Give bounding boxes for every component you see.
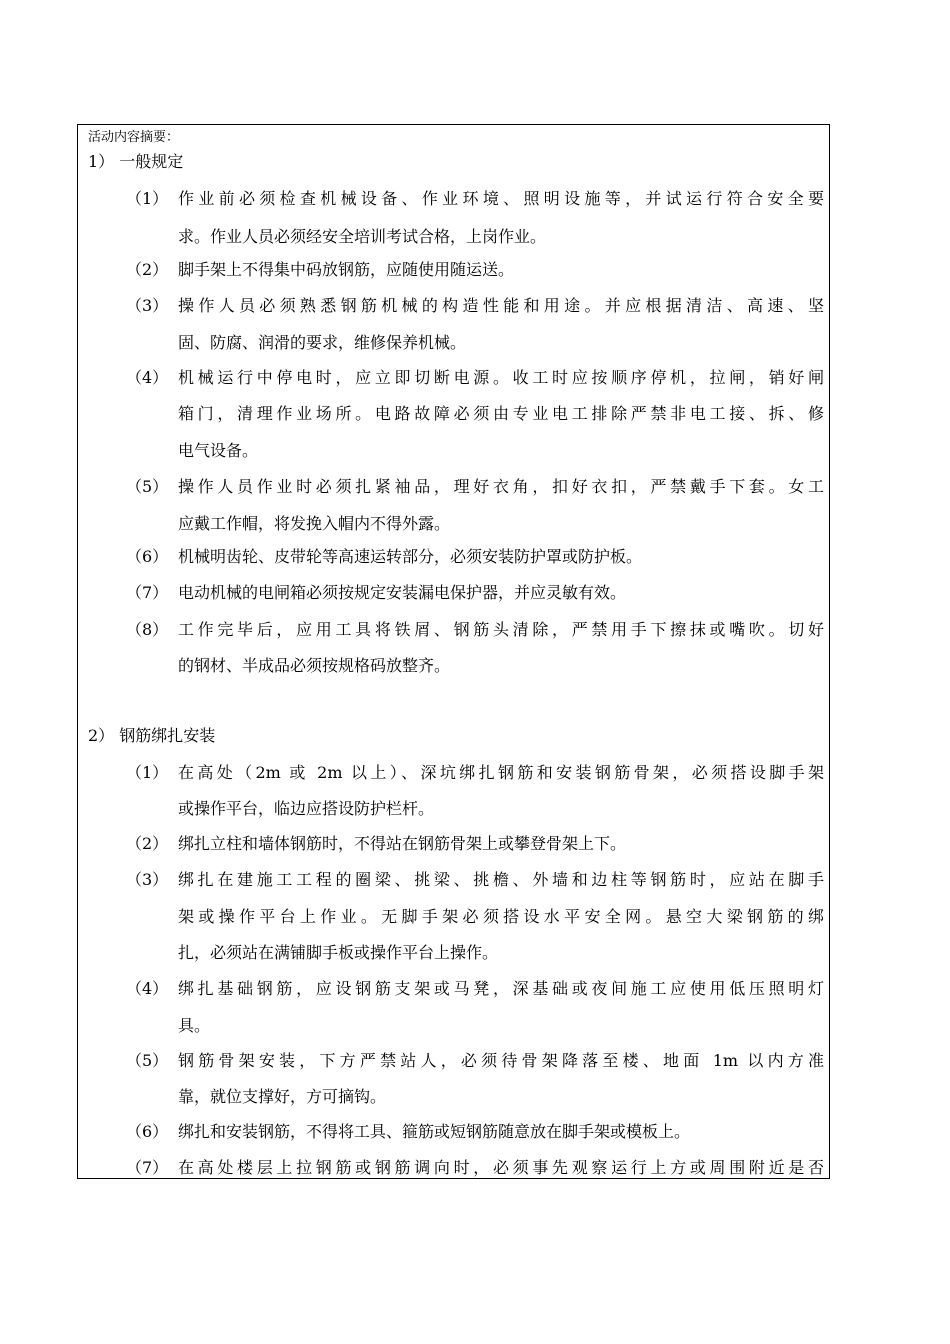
item-text-line: 求。作业人员必须经安全培训考试合格，上岗作业。 [178, 227, 547, 246]
item-text-line: 机械明齿轮、皮带轮等高速运转部分，必须安装防护罩或防护板。 [178, 547, 643, 566]
item-text-line: 固、防腐、润滑的要求，维修保养机械。 [178, 333, 467, 352]
item-number: （1） [126, 189, 169, 208]
item-text-line: 的钢材、半成品必须按规格码放整齐。 [178, 656, 451, 675]
activity-content-box [77, 124, 830, 1179]
item-number: （8） [126, 620, 169, 639]
summary-label: 活动内容摘要： [88, 130, 180, 145]
item-number: （7） [126, 583, 169, 602]
item-text-line: 钢筋骨架安装，下方严禁站人，必须待骨架降落至楼、地面 1m 以内方准 [178, 1051, 824, 1070]
item-number: （2） [126, 834, 169, 853]
item-text-line: 在高处（2m 或 2m 以上）、深坑绑扎钢筋和安装钢筋骨架，必须搭设脚手架 [178, 763, 824, 782]
item-text-line: 靠，就位支撑好，方可摘钩。 [178, 1087, 387, 1106]
item-text-line: 绑扎在建施工工程的圈梁、挑梁、挑檐、外墙和边柱等钢筋时，应站在脚手 [178, 870, 824, 889]
item-text-line: 或操作平台，临边应搭设防护栏杆。 [178, 799, 435, 818]
item-text-line: 脚手架上不得集中码放钢筋，应随使用随运送。 [178, 260, 515, 279]
item-text-line: 箱门，清理作业场所。电路故障必须由专业电工排除严禁非电工接、拆、修 [178, 404, 824, 423]
item-number: （7） [126, 1158, 169, 1177]
item-number: （5） [126, 1051, 169, 1070]
item-text-line: 工作完毕后，应用工具将铁屑、钢筋头清除，严禁用手下擦抹或嘴吹。切好 [178, 620, 824, 639]
item-text-line: 具。 [178, 1016, 211, 1035]
item-text-line: 扎，必须站在满铺脚手板或操作平台上操作。 [178, 943, 499, 962]
item-number: （4） [126, 368, 169, 387]
item-text-line: 机械运行中停电时，应立即切断电源。收工时应按顺序停机，拉闸，销好闸 [178, 368, 824, 387]
item-number: （6） [126, 547, 169, 566]
item-text-line: 电气设备。 [178, 441, 259, 460]
item-number: （2） [126, 260, 169, 279]
item-text-line: 在高处楼层上拉钢筋或钢筋调向时，必须事先观察运行上方或周围附近是否 [178, 1158, 824, 1177]
item-number: （4） [126, 979, 169, 998]
item-text-line: 电动机械的电闸箱必须按规定安装漏电保护器，并应灵敏有效。 [178, 583, 627, 602]
item-text-line: 绑扎立柱和墙体钢筋时，不得站在钢筋骨架上或攀登骨架上下。 [178, 834, 627, 853]
item-text-line: 应戴工作帽，将发挽入帽内不得外露。 [178, 514, 451, 533]
section-title-general-rules: 1） 一般规定 [88, 152, 184, 171]
section-title-rebar-binding: 2） 钢筋绑扎安装 [88, 726, 216, 745]
item-text-line: 操作人员作业时必须扎紧袖品，理好衣角，扣好衣扣，严禁戴手下套。女工 [178, 477, 824, 496]
item-text-line: 作业前必须检查机械设备、作业环境、照明设施等，并试运行符合安全要 [178, 189, 824, 208]
item-number: （3） [126, 870, 169, 889]
item-text-line: 绑扎和安装钢筋，不得将工具、箍筋或短钢筋随意放在脚手架或模板上。 [178, 1122, 691, 1141]
item-text-line: 架或操作平台上作业。无脚手架必须搭设水平安全网。悬空大梁钢筋的绑 [178, 907, 824, 926]
item-number: （3） [126, 296, 169, 315]
item-text-line: 绑扎基础钢筋，应设钢筋支架或马凳，深基础或夜间施工应使用低压照明灯 [178, 979, 824, 998]
item-text-line: 操作人员必须熟悉钢筋机械的构造性能和用途。并应根据清洁、高速、坚 [178, 296, 824, 315]
item-number: （1） [126, 763, 169, 782]
item-number: （6） [126, 1122, 169, 1141]
item-number: （5） [126, 477, 169, 496]
